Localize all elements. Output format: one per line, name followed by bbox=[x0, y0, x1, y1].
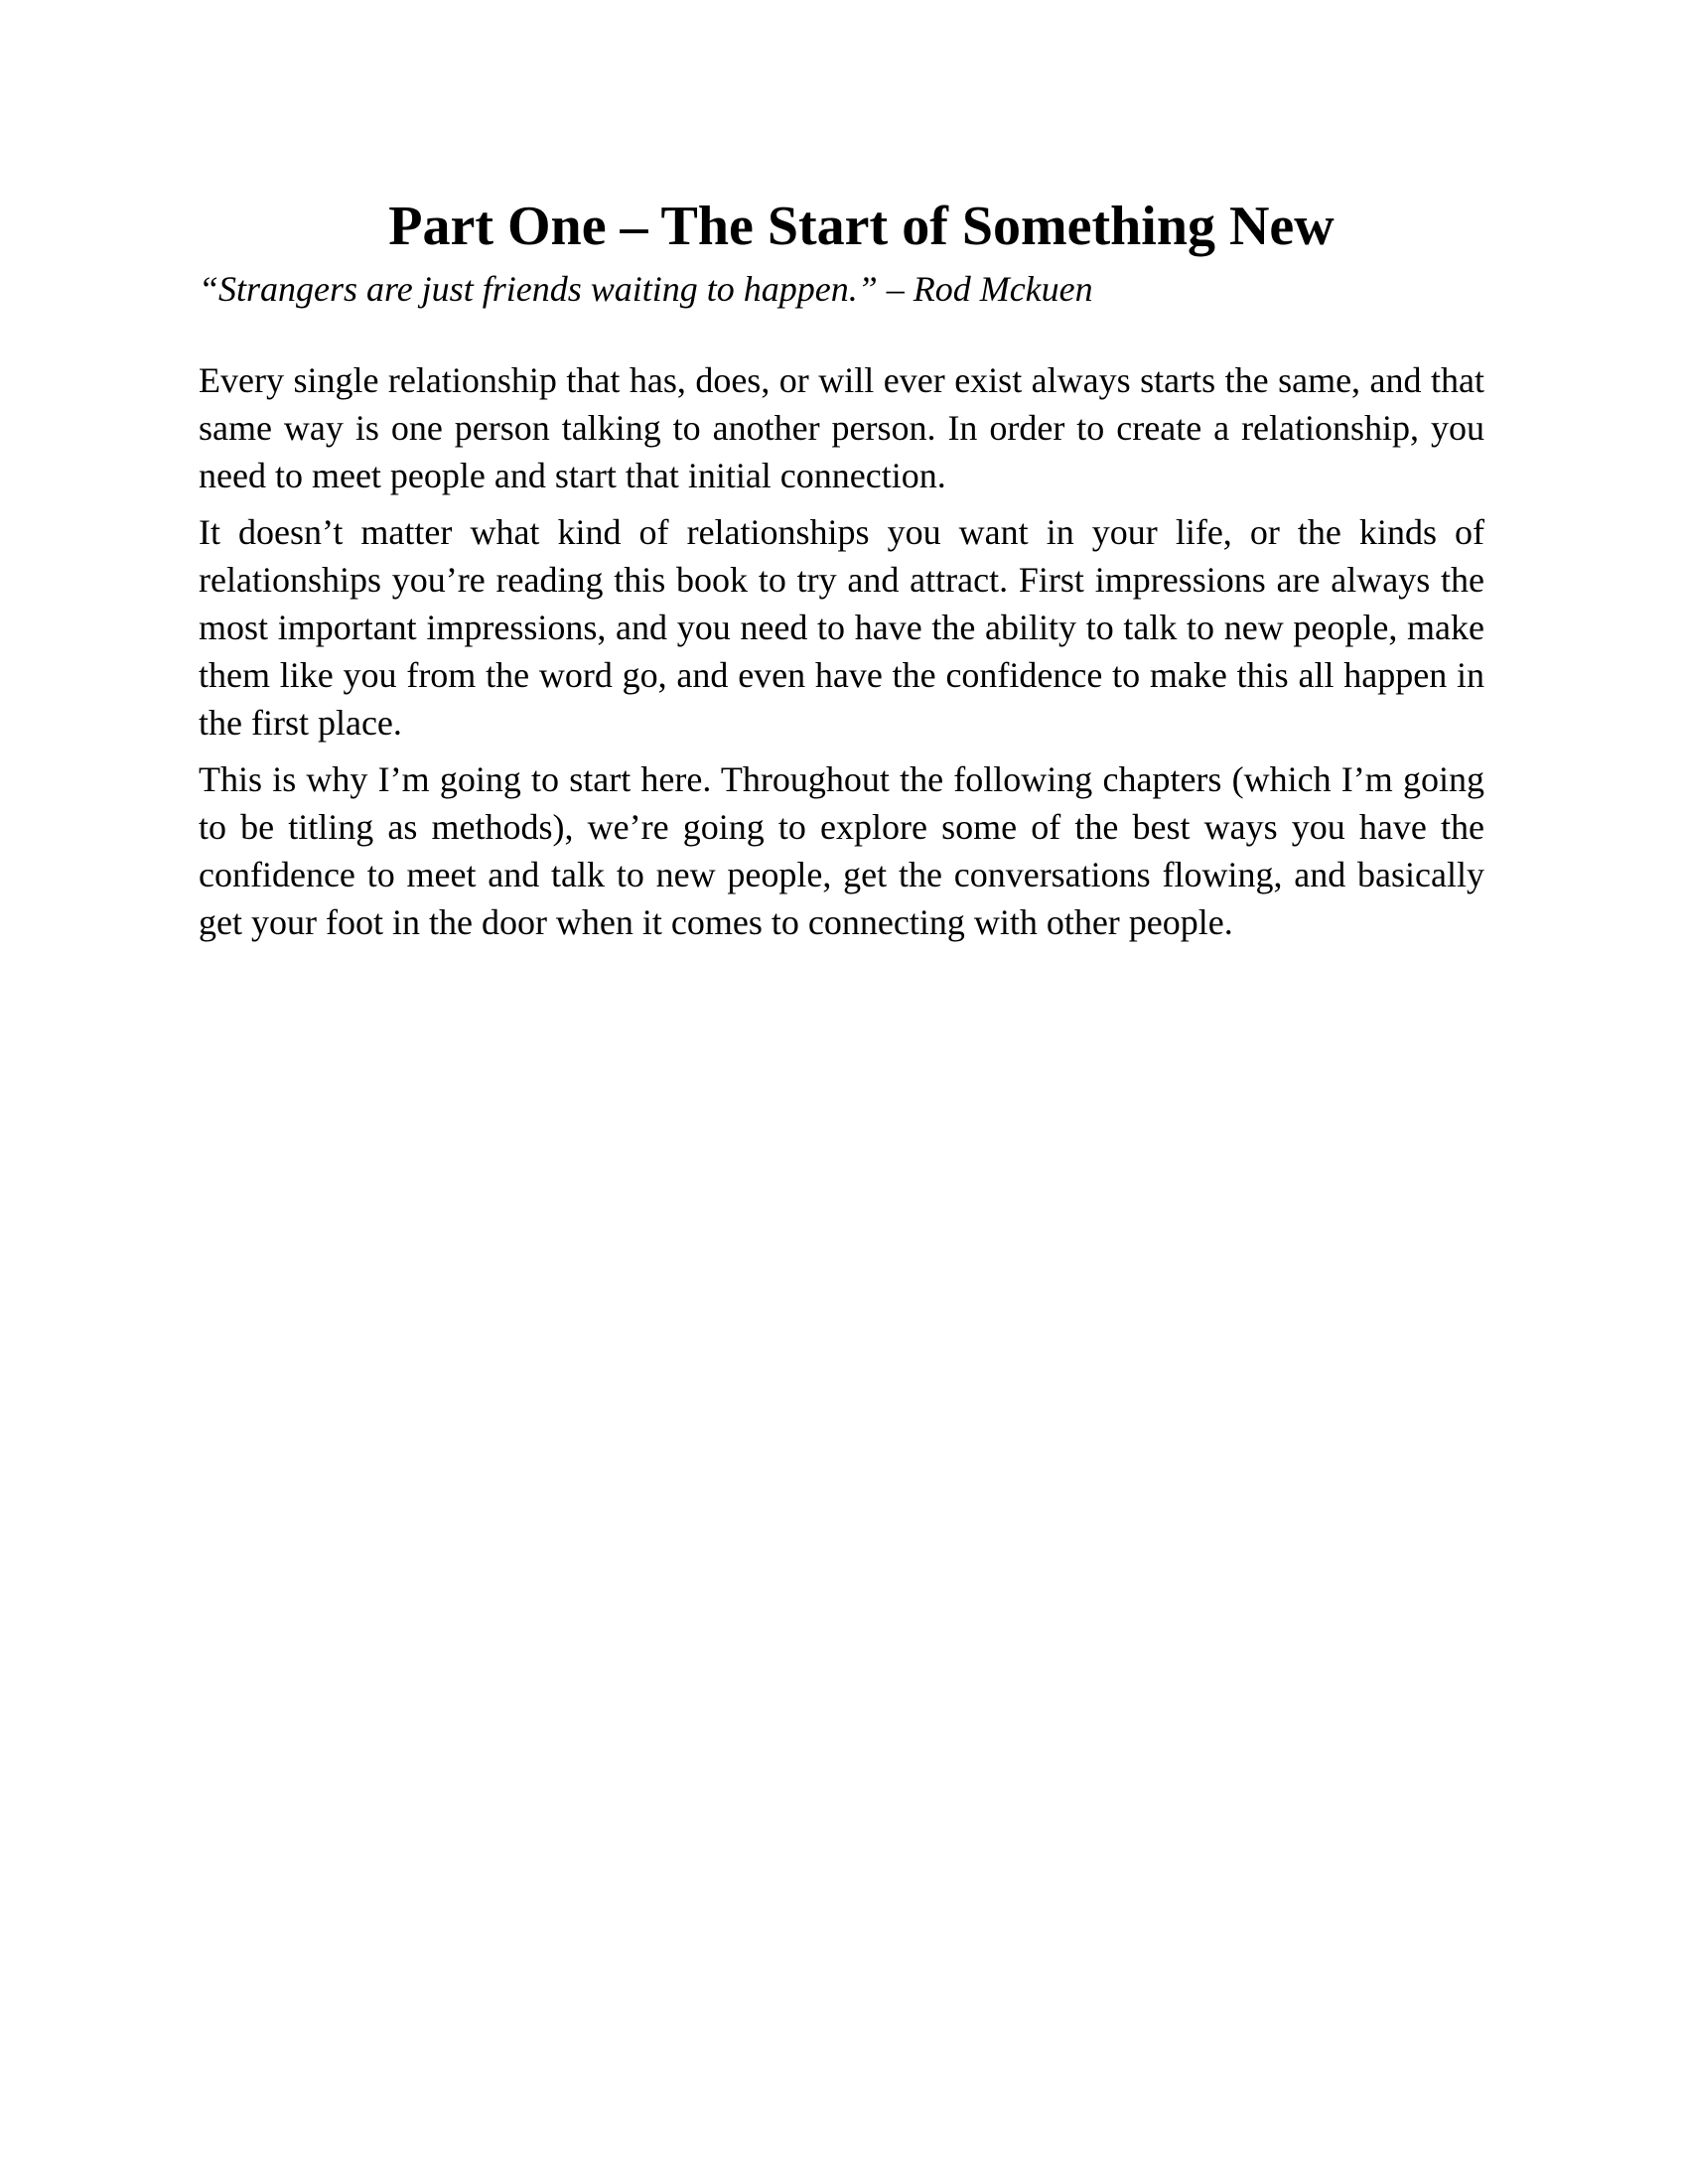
paragraph: Every single relationship that has, does, or will ever exist always starts the same, and that same way is one person talking to another person. In order to create a relationship, you need to meet people and start that initial connection. bbox=[199, 359, 1484, 495]
paragraph: It doesn’t matter what kind of relationships you want in your life, or the kinds of relationships you’re reading this book to try and attract. First impressions are always the most important impressions, and you need to have the ability to talk to new people, make them like you from the word go, and even have the confidence to make this all happen in the first place. bbox=[199, 511, 1484, 743]
epigraph-quote: “Strangers are just friends waiting to happen.” – Rod Mckuen bbox=[199, 269, 1093, 310]
page-title: Part One – The Start of Something New bbox=[388, 196, 1335, 257]
paragraph: This is why I’m going to start here. Throughout the following chapters (which I’m going to be titling as methods), we’re going to explore some of the best ways you have the confidence to meet and talk to new people, get the conversations flowing, and basically get your foot in the door when it comes to connecting with other people. bbox=[199, 758, 1484, 942]
body-text bbox=[199, 356, 1484, 946]
document-page bbox=[199, 194, 1484, 955]
